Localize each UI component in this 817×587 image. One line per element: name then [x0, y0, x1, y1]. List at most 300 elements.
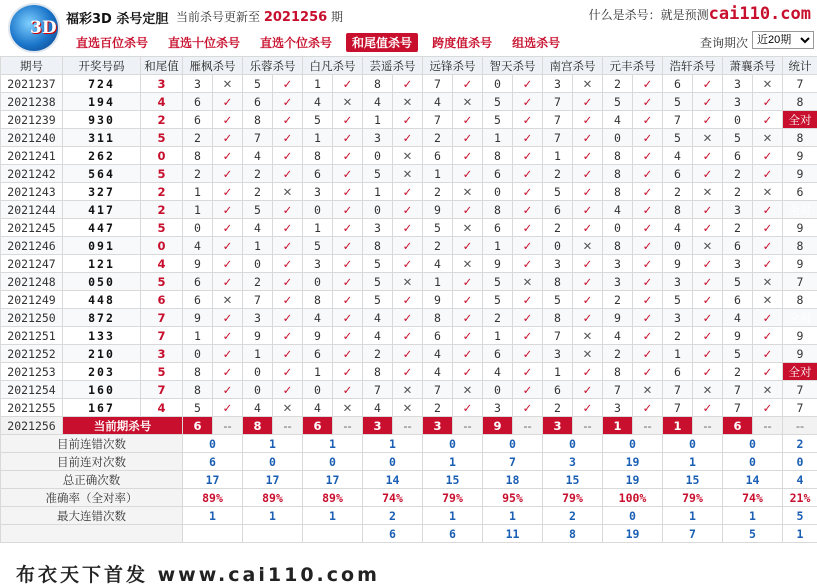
kill-number-cell: 1 [423, 165, 453, 183]
draw-number-cell: 724 [63, 75, 141, 93]
current-dash: -- [573, 417, 603, 435]
check-icon: ✓ [573, 291, 603, 309]
kill-number-cell: 2 [243, 165, 273, 183]
check-icon: ✓ [273, 111, 303, 129]
kill-number-cell: 6 [183, 273, 213, 291]
total-cell: 9 [783, 165, 817, 183]
check-icon: ✓ [753, 399, 783, 417]
kill-number-cell: 4 [243, 219, 273, 237]
stat-value: 0 [183, 435, 243, 453]
kill-number-cell: 4 [663, 219, 693, 237]
kill-number-cell: 0 [663, 237, 693, 255]
column-header: 元丰杀号 [603, 57, 663, 75]
kill-number-cell: 6 [663, 165, 693, 183]
draw-number-cell: 564 [63, 165, 141, 183]
check-icon: ✓ [453, 129, 483, 147]
stat-value: 74% [363, 489, 423, 507]
check-icon: ✓ [633, 255, 663, 273]
check-icon: ✓ [393, 183, 423, 201]
stat-value: 79% [663, 489, 723, 507]
kill-number-cell: 3 [663, 309, 693, 327]
kill-number-cell: 6 [303, 345, 333, 363]
table-row [1, 93, 817, 111]
kill-number-cell: 1 [483, 129, 513, 147]
tail-value-cell: 5 [141, 129, 183, 147]
kill-number-cell: 3 [303, 183, 333, 201]
check-icon: ✓ [273, 291, 303, 309]
check-icon: ✓ [753, 237, 783, 255]
page-header [0, 0, 817, 56]
kill-number-cell: 4 [423, 345, 453, 363]
tab-bar [70, 33, 574, 53]
check-icon: ✓ [453, 237, 483, 255]
check-icon: ✓ [753, 219, 783, 237]
kill-number-cell: 7 [723, 399, 753, 417]
column-header: 期号 [1, 57, 63, 75]
stat-value: 7 [663, 525, 723, 543]
current-dash: -- [333, 417, 363, 435]
kill-number-cell: 3 [603, 255, 633, 273]
check-icon: ✓ [633, 363, 663, 381]
stat-value: 19 [603, 525, 663, 543]
check-icon: ✓ [633, 309, 663, 327]
tab-2[interactable]: 直选个位杀号 [254, 33, 338, 52]
tail-value-cell: 7 [141, 381, 183, 399]
check-icon: ✓ [273, 363, 303, 381]
check-icon: ✓ [273, 75, 303, 93]
cross-icon: ✕ [333, 399, 363, 417]
kill-number-cell: 1 [303, 75, 333, 93]
tail-value-cell: 7 [141, 309, 183, 327]
kill-number-cell: 5 [663, 129, 693, 147]
kill-number-cell: 5 [723, 345, 753, 363]
stat-value: 11 [483, 525, 543, 543]
cross-icon: ✕ [693, 381, 723, 399]
check-icon: ✓ [333, 183, 363, 201]
kill-number-cell: 8 [423, 309, 453, 327]
kill-number-cell: 6 [243, 93, 273, 111]
predict-url-link[interactable]: cai110.com [709, 4, 811, 24]
check-icon: ✓ [453, 201, 483, 219]
kill-number-cell: 4 [423, 363, 453, 381]
check-icon: ✓ [513, 201, 543, 219]
stat-row [1, 471, 817, 489]
cross-icon: ✕ [753, 291, 783, 309]
check-icon: ✓ [573, 309, 603, 327]
cross-icon: ✕ [573, 75, 603, 93]
kill-number-cell: 1 [483, 237, 513, 255]
cross-icon: ✕ [393, 381, 423, 399]
kill-number-cell: 6 [723, 237, 753, 255]
check-icon: ✓ [333, 345, 363, 363]
check-icon: ✓ [273, 273, 303, 291]
kill-number-cell: 0 [303, 201, 333, 219]
check-icon: ✓ [273, 201, 303, 219]
kill-number-cell: 3 [303, 255, 333, 273]
column-header: 芸遥杀号 [363, 57, 423, 75]
check-icon: ✓ [573, 201, 603, 219]
kill-number-cell: 2 [723, 363, 753, 381]
kill-number-cell: 5 [723, 273, 753, 291]
period-cell: 2021249 [1, 291, 63, 309]
total-cell: 9 [783, 327, 817, 345]
total-cell: 7 [783, 75, 817, 93]
site-logo[interactable] [8, 3, 60, 53]
kill-number-cell: 4 [423, 255, 453, 273]
kill-number-cell: 4 [243, 399, 273, 417]
check-icon: ✓ [513, 345, 543, 363]
stat-row [1, 507, 817, 525]
kill-number-cell: 2 [663, 327, 693, 345]
kill-number-cell: 1 [183, 327, 213, 345]
kill-number-cell: 4 [303, 399, 333, 417]
update-suffix: 期 [331, 10, 343, 24]
kill-number-cell: 1 [423, 273, 453, 291]
table-row [1, 345, 817, 363]
stat-value: 18 [483, 471, 543, 489]
stat-label: 准确率（全对率） [1, 489, 183, 507]
check-icon: ✓ [213, 345, 243, 363]
kill-number-cell: 6 [543, 201, 573, 219]
kill-number-cell: 7 [663, 111, 693, 129]
check-icon: ✓ [393, 219, 423, 237]
table-row [1, 219, 817, 237]
stat-value: 0 [723, 453, 783, 471]
draw-number-cell: 203 [63, 363, 141, 381]
stat-value: 0 [603, 507, 663, 525]
period-cell: 2021244 [1, 201, 63, 219]
table-row [1, 75, 817, 93]
check-icon: ✓ [333, 165, 363, 183]
check-icon: ✓ [753, 327, 783, 345]
stat-label: 目前连错次数 [1, 435, 183, 453]
kill-number-cell: 2 [243, 183, 273, 201]
kill-number-cell: 8 [363, 75, 393, 93]
check-icon: ✓ [213, 237, 243, 255]
check-icon: ✓ [453, 327, 483, 345]
kill-number-cell: 6 [183, 111, 213, 129]
stat-value: 1 [483, 507, 543, 525]
draw-number-cell: 262 [63, 147, 141, 165]
kill-number-cell: 4 [603, 201, 633, 219]
kill-number-cell: 6 [543, 381, 573, 399]
cross-icon: ✕ [453, 219, 483, 237]
column-header: 白凡杀号 [303, 57, 363, 75]
stat-value: 1 [723, 507, 783, 525]
check-icon: ✓ [333, 255, 363, 273]
check-icon: ✓ [513, 111, 543, 129]
kill-number-cell: 8 [483, 201, 513, 219]
stat-value: 0 [423, 435, 483, 453]
current-kill-value: 3 [423, 417, 453, 435]
kill-number-cell: 4 [183, 237, 213, 255]
kill-number-cell: 1 [183, 183, 213, 201]
stat-total: 4 [783, 471, 817, 489]
tab-5[interactable]: 组选杀号 [506, 33, 566, 52]
draw-number-cell: 133 [63, 327, 141, 345]
check-icon: ✓ [693, 255, 723, 273]
check-icon: ✓ [573, 363, 603, 381]
kill-number-cell: 9 [603, 309, 633, 327]
stat-value: 1 [183, 507, 243, 525]
column-header: 浩轩杀号 [663, 57, 723, 75]
check-icon: ✓ [573, 255, 603, 273]
column-header: 和尾值 [141, 57, 183, 75]
current-kill-value: 3 [363, 417, 393, 435]
check-icon: ✓ [753, 363, 783, 381]
kill-number-cell: 8 [183, 363, 213, 381]
kill-number-cell: 7 [723, 381, 753, 399]
kill-number-cell: 6 [423, 327, 453, 345]
period-cell: 2021253 [1, 363, 63, 381]
tail-value-cell: 4 [141, 255, 183, 273]
kill-number-cell: 0 [483, 75, 513, 93]
check-icon: ✓ [333, 129, 363, 147]
kill-number-cell: 0 [603, 219, 633, 237]
kill-number-cell: 0 [243, 363, 273, 381]
tab-0[interactable]: 直选百位杀号 [70, 33, 154, 52]
check-icon: ✓ [633, 237, 663, 255]
kill-number-cell: 4 [303, 309, 333, 327]
period-cell: 2021250 [1, 309, 63, 327]
tab-4[interactable]: 跨度值杀号 [426, 33, 498, 52]
check-icon: ✓ [633, 327, 663, 345]
kill-number-cell: 8 [303, 291, 333, 309]
kill-number-cell: 6 [663, 363, 693, 381]
kill-number-cell: 0 [603, 129, 633, 147]
stat-value: 1 [303, 507, 363, 525]
kill-number-cell: 8 [543, 273, 573, 291]
current-dash: -- [633, 417, 663, 435]
cross-icon: ✕ [573, 237, 603, 255]
tail-value-cell: 0 [141, 147, 183, 165]
kill-number-cell: 5 [663, 93, 693, 111]
kill-number-cell: 1 [243, 345, 273, 363]
current-dash: -- [753, 417, 783, 435]
stat-value: 7 [483, 453, 543, 471]
check-icon: ✓ [573, 219, 603, 237]
kill-number-cell: 6 [723, 291, 753, 309]
tail-value-cell: 0 [141, 237, 183, 255]
check-icon: ✓ [393, 237, 423, 255]
total-cell: 8 [783, 93, 817, 111]
check-icon: ✓ [333, 381, 363, 399]
kill-number-cell: 6 [483, 345, 513, 363]
check-icon: ✓ [213, 309, 243, 327]
stat-value: 6 [363, 525, 423, 543]
kill-number-cell: 8 [363, 363, 393, 381]
kill-number-cell: 7 [243, 291, 273, 309]
tail-value-cell: 3 [141, 345, 183, 363]
current-period-cell: 2021256 [1, 417, 63, 435]
stat-value: 89% [243, 489, 303, 507]
check-icon: ✓ [513, 147, 543, 165]
check-icon: ✓ [633, 183, 663, 201]
draw-number-cell: 160 [63, 381, 141, 399]
kill-number-cell: 3 [723, 93, 753, 111]
kill-number-cell: 8 [603, 147, 633, 165]
kill-number-cell: 6 [483, 219, 513, 237]
kill-number-cell: 5 [363, 273, 393, 291]
current-kill-value: 1 [663, 417, 693, 435]
check-icon: ✓ [513, 363, 543, 381]
cross-icon: ✕ [273, 399, 303, 417]
kill-number-cell: 8 [303, 147, 333, 165]
kill-number-cell: 3 [723, 75, 753, 93]
kill-number-cell: 0 [483, 183, 513, 201]
check-icon: ✓ [273, 93, 303, 111]
kill-number-cell: 6 [483, 165, 513, 183]
kill-number-cell: 8 [243, 111, 273, 129]
check-icon: ✓ [513, 129, 543, 147]
check-icon: ✓ [453, 273, 483, 291]
check-icon: ✓ [693, 291, 723, 309]
check-icon: ✓ [753, 345, 783, 363]
kill-number-cell: 9 [243, 327, 273, 345]
kill-number-cell: 8 [603, 165, 633, 183]
tail-value-cell: 7 [141, 327, 183, 345]
period-cell: 2021240 [1, 129, 63, 147]
stat-value: 89% [183, 489, 243, 507]
kill-number-cell: 7 [543, 129, 573, 147]
kill-number-cell: 7 [423, 381, 453, 399]
check-icon: ✓ [753, 111, 783, 129]
kill-number-cell: 5 [243, 75, 273, 93]
check-icon: ✓ [213, 183, 243, 201]
period-select[interactable] [752, 31, 814, 49]
check-icon: ✓ [213, 273, 243, 291]
current-kill-label: 当前期杀号 [63, 417, 183, 435]
stat-value: 19 [603, 453, 663, 471]
check-icon: ✓ [573, 147, 603, 165]
kill-number-cell: 5 [483, 273, 513, 291]
draw-number-cell: 872 [63, 309, 141, 327]
check-icon: ✓ [453, 165, 483, 183]
stat-label: 目前连对次数 [1, 453, 183, 471]
table-row [1, 183, 817, 201]
cross-icon: ✕ [273, 183, 303, 201]
stat-value [243, 525, 303, 543]
table-row [1, 381, 817, 399]
kill-number-cell: 4 [603, 327, 633, 345]
period-cell: 2021247 [1, 255, 63, 273]
check-icon: ✓ [513, 309, 543, 327]
cross-icon: ✕ [393, 273, 423, 291]
kill-number-cell: 1 [303, 129, 333, 147]
tail-value-cell: 4 [141, 93, 183, 111]
tail-value-cell: 3 [141, 75, 183, 93]
check-icon: ✓ [753, 165, 783, 183]
period-cell: 2021241 [1, 147, 63, 165]
current-period-row [1, 417, 817, 435]
check-icon: ✓ [513, 399, 543, 417]
kill-number-cell: 1 [363, 111, 393, 129]
check-icon: ✓ [273, 237, 303, 255]
current-dash: -- [513, 417, 543, 435]
update-period: 2021256 [264, 10, 327, 25]
stat-value [303, 525, 363, 543]
cross-icon: ✕ [213, 75, 243, 93]
tab-3[interactable]: 和尾值杀号 [346, 33, 418, 52]
kill-number-cell: 8 [183, 147, 213, 165]
kill-number-cell: 5 [483, 291, 513, 309]
kill-number-cell: 2 [603, 75, 633, 93]
stat-label: 最大连错次数 [1, 507, 183, 525]
check-icon: ✓ [393, 363, 423, 381]
cross-icon: ✕ [633, 381, 663, 399]
kill-number-cell: 4 [243, 147, 273, 165]
column-header: 智天杀号 [483, 57, 543, 75]
kill-number-cell: 2 [423, 399, 453, 417]
stat-value: 0 [243, 453, 303, 471]
column-header: 雁枫杀号 [183, 57, 243, 75]
kill-number-cell: 6 [723, 147, 753, 165]
stat-value: 0 [303, 453, 363, 471]
draw-number-cell: 311 [63, 129, 141, 147]
stat-value: 95% [483, 489, 543, 507]
table-row [1, 129, 817, 147]
check-icon: ✓ [453, 345, 483, 363]
cross-icon: ✕ [333, 93, 363, 111]
check-icon: ✓ [453, 291, 483, 309]
check-icon: ✓ [333, 75, 363, 93]
kill-number-cell: 3 [363, 219, 393, 237]
check-icon: ✓ [753, 93, 783, 111]
table-row [1, 363, 817, 381]
check-icon: ✓ [633, 201, 663, 219]
stat-value [183, 525, 243, 543]
check-icon: ✓ [453, 147, 483, 165]
check-icon: ✓ [393, 291, 423, 309]
total-cell: 8 [783, 237, 817, 255]
cross-icon: ✕ [453, 255, 483, 273]
logo-text: 3D [30, 18, 57, 38]
total-cell: 7 [783, 381, 817, 399]
tail-value-cell: 4 [141, 399, 183, 417]
current-dash: -- [693, 417, 723, 435]
kill-number-cell: 8 [603, 363, 633, 381]
stat-value: 5 [723, 525, 783, 543]
kill-number-cell: 3 [483, 399, 513, 417]
draw-number-cell: 930 [63, 111, 141, 129]
cross-icon: ✕ [753, 183, 783, 201]
check-icon: ✓ [273, 219, 303, 237]
current-dash: -- [273, 417, 303, 435]
kill-number-cell: 4 [363, 399, 393, 417]
kill-number-cell: 8 [603, 183, 633, 201]
tab-1[interactable]: 直选十位杀号 [162, 33, 246, 52]
cross-icon: ✕ [693, 129, 723, 147]
period-cell: 2021237 [1, 75, 63, 93]
stat-value: 14 [363, 471, 423, 489]
kill-number-cell: 7 [243, 129, 273, 147]
kill-number-cell: 5 [363, 165, 393, 183]
stat-value: 0 [543, 435, 603, 453]
cross-icon: ✕ [393, 399, 423, 417]
check-icon: ✓ [333, 291, 363, 309]
kill-number-cell: 4 [423, 93, 453, 111]
cross-icon: ✕ [753, 381, 783, 399]
kill-number-cell: 2 [543, 399, 573, 417]
period-cell: 2021238 [1, 93, 63, 111]
period-cell: 2021251 [1, 327, 63, 345]
tail-value-cell: 5 [141, 363, 183, 381]
kill-number-cell: 7 [363, 381, 393, 399]
check-icon: ✓ [213, 165, 243, 183]
kill-number-cell: 0 [543, 237, 573, 255]
check-icon: ✓ [213, 363, 243, 381]
cross-icon: ✕ [753, 75, 783, 93]
